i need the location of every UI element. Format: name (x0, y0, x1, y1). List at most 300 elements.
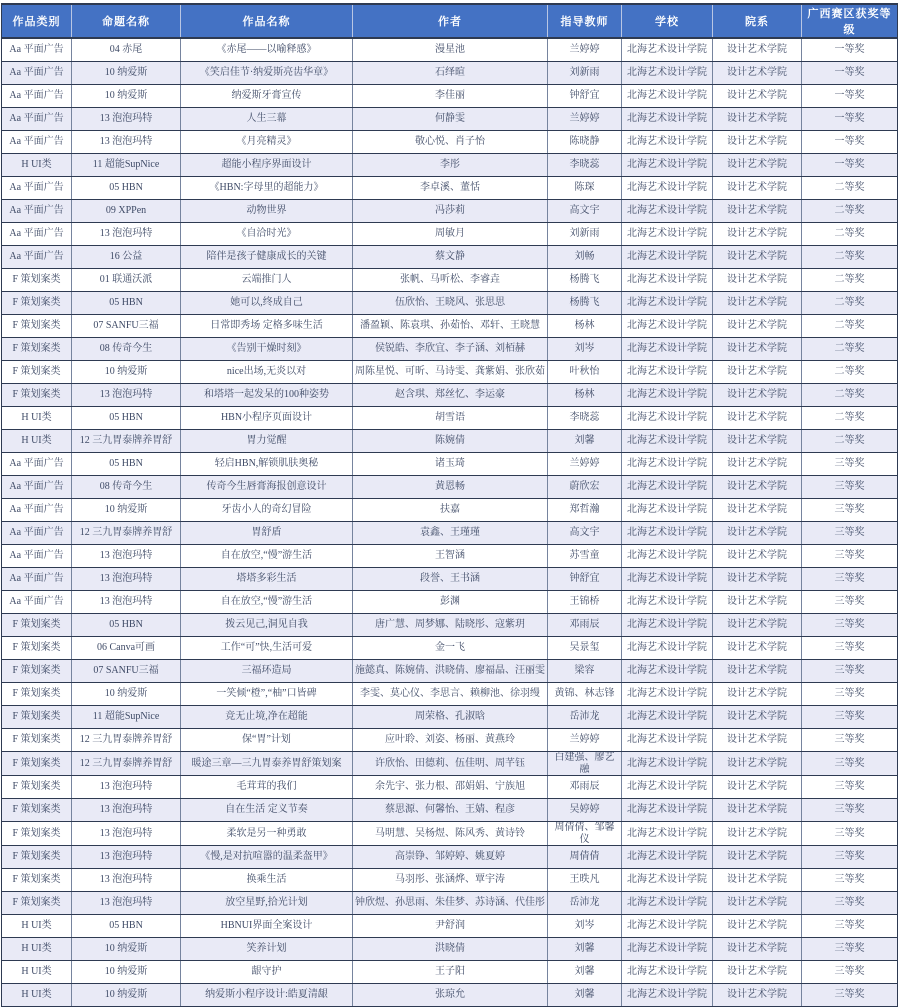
cell-advisor: 兰婷婷 (548, 38, 622, 62)
table-row (2, 938, 898, 961)
cell-work-title: 《告别干燥时刻》 (181, 338, 353, 361)
cell-department: 设计艺术学院 (713, 384, 802, 407)
table-body (2, 38, 898, 1007)
cell-work-title: 竞无止境,净在超能 (181, 706, 353, 729)
cell-category: F 策划案类 (2, 752, 72, 776)
cell-proposition-name: 09 XPPen (72, 200, 181, 223)
cell-school: 北海艺术设计学院 (622, 846, 713, 869)
cell-advisor: 吴景玺 (548, 637, 622, 660)
cell-school: 北海艺术设计学院 (622, 729, 713, 752)
cell-school: 北海艺术设计学院 (622, 108, 713, 131)
cell-authors: 李彤 (353, 154, 548, 177)
table-row (2, 822, 898, 846)
table-header-row (2, 4, 898, 38)
cell-proposition-name: 10 纳爱斯 (72, 62, 181, 85)
cell-award-level: 三等奖 (802, 637, 898, 660)
cell-advisor: 兰婷婷 (548, 108, 622, 131)
cell-award-level: 一等奖 (802, 108, 898, 131)
table-row (2, 776, 898, 799)
cell-work-title: 换乘生活 (181, 869, 353, 892)
cell-authors: 张琼允 (353, 984, 548, 1007)
cell-work-title: 龈守护 (181, 961, 353, 984)
cell-advisor: 叶秋怡 (548, 361, 622, 384)
cell-work-title: 动物世界 (181, 200, 353, 223)
cell-authors: 李雯、莫心仪、李思言、赖柳池、徐羽缦 (353, 683, 548, 706)
cell-advisor: 李晓蕊 (548, 154, 622, 177)
cell-award-level: 三等奖 (802, 869, 898, 892)
cell-authors: 潘盈颖、陈袁琪、孙茹怡、邓轩、王晓慧 (353, 315, 548, 338)
table-row (2, 568, 898, 591)
cell-advisor: 杨林 (548, 384, 622, 407)
cell-award-level: 一等奖 (802, 131, 898, 154)
cell-authors: 彭渊 (353, 591, 548, 614)
cell-award-level: 三等奖 (802, 752, 898, 776)
cell-category: H UI类 (2, 915, 72, 938)
cell-department: 设计艺术学院 (713, 545, 802, 568)
cell-advisor: 邓雨辰 (548, 776, 622, 799)
cell-department: 设计艺术学院 (713, 915, 802, 938)
table-row (2, 338, 898, 361)
cell-department: 设计艺术学院 (713, 131, 802, 154)
cell-authors: 冯莎莉 (353, 200, 548, 223)
cell-department: 设计艺术学院 (713, 938, 802, 961)
table-row (2, 499, 898, 522)
cell-work-title: 拨云见己,洞见自我 (181, 614, 353, 637)
table-row (2, 269, 898, 292)
cell-advisor: 兰婷婷 (548, 453, 622, 476)
cell-school: 北海艺术设计学院 (622, 522, 713, 545)
cell-category: F 策划案类 (2, 384, 72, 407)
cell-advisor: 钟舒宜 (548, 85, 622, 108)
table-row (2, 108, 898, 131)
cell-award-level: 三等奖 (802, 938, 898, 961)
cell-advisor: 梁容 (548, 660, 622, 683)
cell-school: 北海艺术设计学院 (622, 200, 713, 223)
cell-authors: 蔡思源、何馨怡、王婧、程彦 (353, 799, 548, 822)
cell-department: 设计艺术学院 (713, 614, 802, 637)
cell-department: 设计艺术学院 (713, 269, 802, 292)
cell-category: H UI类 (2, 938, 72, 961)
cell-department: 设计艺术学院 (713, 62, 802, 85)
table-row (2, 522, 898, 545)
cell-category: F 策划案类 (2, 799, 72, 822)
cell-authors: 周陈星悦、可昕、马诗雯、龚紫娟、张欣茹 (353, 361, 548, 384)
cell-proposition-name: 13 泡泡玛特 (72, 892, 181, 915)
cell-advisor: 刘馨 (548, 984, 622, 1007)
cell-category: H UI类 (2, 961, 72, 984)
cell-department: 设计艺术学院 (713, 338, 802, 361)
table-row (2, 591, 898, 614)
cell-proposition-name: 12 三九胃泰牌养胃舒 (72, 430, 181, 453)
cell-proposition-name: 13 泡泡玛特 (72, 384, 181, 407)
cell-work-title: 暖途三章—三九胃泰养胃舒策划案 (181, 752, 353, 776)
table-row (2, 62, 898, 85)
cell-proposition-name: 13 泡泡玛特 (72, 776, 181, 799)
table-row (2, 614, 898, 637)
cell-authors: 王子阳 (353, 961, 548, 984)
cell-school: 北海艺术设计学院 (622, 430, 713, 453)
table-row (2, 799, 898, 822)
table-row (2, 915, 898, 938)
cell-work-title: 柔软是另一种勇敢 (181, 822, 353, 846)
cell-category: H UI类 (2, 154, 72, 177)
cell-category: F 策划案类 (2, 729, 72, 752)
cell-school: 北海艺术设计学院 (622, 869, 713, 892)
cell-work-title: 《慢,是对抗喧嚣的温柔盔甲》 (181, 846, 353, 869)
cell-category: Aa 平面广告 (2, 522, 72, 545)
cell-department: 设计艺术学院 (713, 315, 802, 338)
cell-advisor: 李晓蕊 (548, 407, 622, 430)
table-row (2, 961, 898, 984)
cell-advisor: 刘新雨 (548, 223, 622, 246)
cell-work-title: 日常即秀场 定格多味生活 (181, 315, 353, 338)
cell-category: Aa 平面广告 (2, 38, 72, 62)
cell-school: 北海艺术设计学院 (622, 961, 713, 984)
cell-authors: 诸玉琦 (353, 453, 548, 476)
cell-advisor: 刘岑 (548, 915, 622, 938)
cell-department: 设计艺术学院 (713, 522, 802, 545)
cell-proposition-name: 01 联通沃派 (72, 269, 181, 292)
cell-proposition-name: 13 泡泡玛特 (72, 545, 181, 568)
cell-school: 北海艺术设计学院 (622, 499, 713, 522)
cell-category: F 策划案类 (2, 822, 72, 846)
cell-proposition-name: 11 超能SupNice (72, 154, 181, 177)
cell-work-title: 放空星野,拾光计划 (181, 892, 353, 915)
cell-school: 北海艺术设计学院 (622, 407, 713, 430)
cell-category: H UI类 (2, 407, 72, 430)
cell-work-title: 轻启HBN,解锁肌肤奥秘 (181, 453, 353, 476)
table-row (2, 177, 898, 200)
cell-category: H UI类 (2, 984, 72, 1007)
cell-category: Aa 平面广告 (2, 108, 72, 131)
cell-work-title: 毛茸茸的我们 (181, 776, 353, 799)
cell-proposition-name: 06 Canva可画 (72, 637, 181, 660)
cell-work-title: 云端推门人 (181, 269, 353, 292)
cell-advisor: 杨腾飞 (548, 269, 622, 292)
cell-work-title: HBNUI界面全案设计 (181, 915, 353, 938)
cell-proposition-name: 08 传奇今生 (72, 476, 181, 499)
cell-department: 设计艺术学院 (713, 637, 802, 660)
cell-department: 设计艺术学院 (713, 869, 802, 892)
cell-award-level: 二等奖 (802, 315, 898, 338)
cell-department: 设计艺术学院 (713, 729, 802, 752)
table-row (2, 361, 898, 384)
cell-award-level: 三等奖 (802, 591, 898, 614)
cell-school: 北海艺术设计学院 (622, 453, 713, 476)
cell-advisor: 刘新雨 (548, 62, 622, 85)
cell-category: Aa 平面广告 (2, 476, 72, 499)
cell-authors: 黄恩畅 (353, 476, 548, 499)
cell-school: 北海艺术设计学院 (622, 545, 713, 568)
cell-proposition-name: 13 泡泡玛特 (72, 108, 181, 131)
cell-proposition-name: 16 公益 (72, 246, 181, 269)
cell-authors: 漫星池 (353, 38, 548, 62)
cell-proposition-name: 13 泡泡玛特 (72, 591, 181, 614)
cell-award-level: 三等奖 (802, 799, 898, 822)
cell-school: 北海艺术设计学院 (622, 660, 713, 683)
cell-authors: 李佳丽 (353, 85, 548, 108)
cell-work-title: 牙齿小人的奇幻冒险 (181, 499, 353, 522)
cell-department: 设计艺术学院 (713, 961, 802, 984)
cell-authors: 钟欣煜、孙思雨、朱佳梦、苏诗涵、代佳彤 (353, 892, 548, 915)
cell-authors: 许欣怡、田德莉、伍佳明、周芊钰 (353, 752, 548, 776)
cell-work-title: 超能小程序界面设计 (181, 154, 353, 177)
cell-school: 北海艺术设计学院 (622, 892, 713, 915)
cell-school: 北海艺术设计学院 (622, 38, 713, 62)
cell-work-title: 《笑启佳节·纳爱斯亮齿华章》 (181, 62, 353, 85)
cell-department: 设计艺术学院 (713, 223, 802, 246)
cell-proposition-name: 04 赤尾 (72, 38, 181, 62)
cell-department: 设计艺术学院 (713, 568, 802, 591)
cell-category: F 策划案类 (2, 269, 72, 292)
cell-advisor: 杨林 (548, 315, 622, 338)
cell-authors: 何静雯 (353, 108, 548, 131)
cell-advisor: 刘馨 (548, 961, 622, 984)
cell-authors: 石绎暄 (353, 62, 548, 85)
cell-advisor: 高文宇 (548, 200, 622, 223)
cell-school: 北海艺术设计学院 (622, 476, 713, 499)
cell-school: 北海艺术设计学院 (622, 315, 713, 338)
cell-work-title: 《月亮精灵》 (181, 131, 353, 154)
cell-advisor: 高文宇 (548, 522, 622, 545)
cell-proposition-name: 10 纳爱斯 (72, 984, 181, 1007)
cell-award-level: 二等奖 (802, 430, 898, 453)
cell-award-level: 一等奖 (802, 38, 898, 62)
cell-advisor: 兰婷婷 (548, 729, 622, 752)
cell-award-level: 二等奖 (802, 361, 898, 384)
cell-work-title: 塔塔多彩生活 (181, 568, 353, 591)
cell-authors: 余先宇、张力根、邵娟娟、宁族旭 (353, 776, 548, 799)
cell-work-title: 和塔塔一起发呆的100种姿势 (181, 384, 353, 407)
cell-authors: 扶嘉 (353, 499, 548, 522)
cell-department: 设计艺术学院 (713, 430, 802, 453)
cell-category: F 策划案类 (2, 292, 72, 315)
cell-proposition-name: 05 HBN (72, 177, 181, 200)
cell-proposition-name: 13 泡泡玛特 (72, 131, 181, 154)
cell-authors: 周荣格、孔淑晗 (353, 706, 548, 729)
cell-proposition-name: 07 SANFU三福 (72, 660, 181, 683)
cell-advisor: 钟舒宜 (548, 568, 622, 591)
cell-advisor: 吴婷婷 (548, 799, 622, 822)
column-header-school: 学校 (622, 4, 713, 38)
table-row (2, 984, 898, 1007)
cell-authors: 尹舒润 (353, 915, 548, 938)
cell-department: 设计艺术学院 (713, 85, 802, 108)
cell-award-level: 二等奖 (802, 338, 898, 361)
cell-authors: 周敏月 (353, 223, 548, 246)
cell-proposition-name: 10 纳爱斯 (72, 361, 181, 384)
cell-proposition-name: 10 纳爱斯 (72, 961, 181, 984)
cell-authors: 马羽彤、张涵烨、覃宇涛 (353, 869, 548, 892)
cell-authors: 高崇铮、邹婷婷、姚夏婷 (353, 846, 548, 869)
cell-award-level: 三等奖 (802, 660, 898, 683)
cell-work-title: 《HBN:字母里的超能力》 (181, 177, 353, 200)
cell-proposition-name: 12 三九胃泰牌养胃舒 (72, 752, 181, 776)
cell-advisor: 刘馨 (548, 430, 622, 453)
cell-work-title: 陪伴是孩子健康成长的关键 (181, 246, 353, 269)
table-row (2, 752, 898, 776)
cell-department: 设计艺术学院 (713, 476, 802, 499)
cell-proposition-name: 13 泡泡玛特 (72, 799, 181, 822)
cell-category: F 策划案类 (2, 637, 72, 660)
column-header-department: 院系 (713, 4, 802, 38)
cell-authors: 唐广慧、周梦娜、陆晓彤、寇紫玥 (353, 614, 548, 637)
cell-category: Aa 平面广告 (2, 85, 72, 108)
table-row (2, 246, 898, 269)
table-row (2, 729, 898, 752)
cell-work-title: 一笑倾“橙”,“柚”口皆碑 (181, 683, 353, 706)
cell-school: 北海艺术设计学院 (622, 938, 713, 961)
cell-authors: 李卓溪、董恬 (353, 177, 548, 200)
cell-award-level: 二等奖 (802, 177, 898, 200)
cell-department: 设计艺术学院 (713, 683, 802, 706)
cell-department: 设计艺术学院 (713, 361, 802, 384)
cell-advisor: 刘岑 (548, 338, 622, 361)
cell-authors: 金一飞 (353, 637, 548, 660)
cell-department: 设计艺术学院 (713, 892, 802, 915)
cell-department: 设计艺术学院 (713, 776, 802, 799)
cell-department: 设计艺术学院 (713, 292, 802, 315)
cell-department: 设计艺术学院 (713, 499, 802, 522)
cell-school: 北海艺术设计学院 (622, 223, 713, 246)
cell-school: 北海艺术设计学院 (622, 984, 713, 1007)
cell-proposition-name: 05 HBN (72, 292, 181, 315)
cell-department: 设计艺术学院 (713, 453, 802, 476)
cell-work-title: 胃舒盾 (181, 522, 353, 545)
cell-department: 设计艺术学院 (713, 752, 802, 776)
cell-advisor: 蔚欣宏 (548, 476, 622, 499)
cell-category: Aa 平面广告 (2, 453, 72, 476)
cell-school: 北海艺术设计学院 (622, 683, 713, 706)
cell-category: Aa 平面广告 (2, 177, 72, 200)
column-header-proposition-name: 命题名称 (72, 4, 181, 38)
cell-award-level: 三等奖 (802, 476, 898, 499)
cell-award-level: 二等奖 (802, 200, 898, 223)
table-row (2, 869, 898, 892)
column-header-advisor: 指导教师 (548, 4, 622, 38)
table-row (2, 706, 898, 729)
cell-award-level: 二等奖 (802, 223, 898, 246)
table-row (2, 637, 898, 660)
cell-work-title: 人生三幕 (181, 108, 353, 131)
cell-category: F 策划案类 (2, 660, 72, 683)
cell-advisor: 黄锦、林志锋 (548, 683, 622, 706)
cell-school: 北海艺术设计学院 (622, 246, 713, 269)
cell-advisor: 周倩倩 (548, 846, 622, 869)
cell-authors: 蔡文静 (353, 246, 548, 269)
cell-advisor: 白建强、廖艺融 (548, 752, 622, 776)
cell-authors: 陈婉倩 (353, 430, 548, 453)
cell-work-title: HBN小程序页面设计 (181, 407, 353, 430)
cell-award-level: 二等奖 (802, 269, 898, 292)
column-header-authors: 作者 (353, 4, 548, 38)
cell-proposition-name: 08 传奇今生 (72, 338, 181, 361)
table-row (2, 453, 898, 476)
cell-category: H UI类 (2, 430, 72, 453)
cell-work-title: 工作“可”快,生活可爱 (181, 637, 353, 660)
cell-proposition-name: 12 三九胃泰牌养胃舒 (72, 729, 181, 752)
table-row (2, 407, 898, 430)
cell-proposition-name: 13 泡泡玛特 (72, 822, 181, 846)
cell-work-title: 《自洽时光》 (181, 223, 353, 246)
cell-department: 设计艺术学院 (713, 177, 802, 200)
cell-work-title: 纳爱斯小程序设计:皓夏清龈 (181, 984, 353, 1007)
cell-authors: 张帆、马听松、李睿垚 (353, 269, 548, 292)
table-row (2, 683, 898, 706)
cell-category: F 策划案类 (2, 614, 72, 637)
cell-authors: 袁鑫、王瑾瑾 (353, 522, 548, 545)
table-row (2, 223, 898, 246)
cell-award-level: 二等奖 (802, 246, 898, 269)
cell-advisor: 周倩倩、邹馨仪 (548, 822, 622, 846)
cell-advisor: 刘馨 (548, 938, 622, 961)
cell-proposition-name: 05 HBN (72, 453, 181, 476)
cell-school: 北海艺术设计学院 (622, 614, 713, 637)
cell-department: 设计艺术学院 (713, 108, 802, 131)
cell-school: 北海艺术设计学院 (622, 85, 713, 108)
cell-school: 北海艺术设计学院 (622, 752, 713, 776)
cell-category: Aa 平面广告 (2, 62, 72, 85)
cell-school: 北海艺术设计学院 (622, 361, 713, 384)
cell-department: 设计艺术学院 (713, 660, 802, 683)
cell-category: Aa 平面广告 (2, 568, 72, 591)
cell-school: 北海艺术设计学院 (622, 292, 713, 315)
cell-work-title: 保“胃”计划 (181, 729, 353, 752)
cell-advisor: 王昳凡 (548, 869, 622, 892)
cell-award-level: 三等奖 (802, 822, 898, 846)
cell-award-level: 三等奖 (802, 915, 898, 938)
cell-award-level: 三等奖 (802, 961, 898, 984)
cell-work-title: 传奇今生唇膏海报创意设计 (181, 476, 353, 499)
table-row (2, 545, 898, 568)
cell-department: 设计艺术学院 (713, 846, 802, 869)
cell-category: Aa 平面广告 (2, 223, 72, 246)
cell-department: 设计艺术学院 (713, 984, 802, 1007)
cell-proposition-name: 05 HBN (72, 614, 181, 637)
cell-proposition-name: 12 三九胃泰牌养胃舒 (72, 522, 181, 545)
cell-authors: 应叶聆、刘姿、杨丽、黄燕玲 (353, 729, 548, 752)
cell-school: 北海艺术设计学院 (622, 822, 713, 846)
table-row (2, 85, 898, 108)
column-header-award-level: 广西赛区获奖等级 (802, 4, 898, 38)
cell-department: 设计艺术学院 (713, 407, 802, 430)
cell-award-level: 一等奖 (802, 85, 898, 108)
cell-school: 北海艺术设计学院 (622, 637, 713, 660)
cell-authors: 洪晓倩 (353, 938, 548, 961)
cell-school: 北海艺术设计学院 (622, 269, 713, 292)
table-row (2, 315, 898, 338)
cell-school: 北海艺术设计学院 (622, 62, 713, 85)
cell-department: 设计艺术学院 (713, 38, 802, 62)
table-row (2, 846, 898, 869)
cell-advisor: 刘畅 (548, 246, 622, 269)
cell-work-title: 三福环造局 (181, 660, 353, 683)
cell-authors: 王智涵 (353, 545, 548, 568)
cell-school: 北海艺术设计学院 (622, 177, 713, 200)
cell-proposition-name: 13 泡泡玛特 (72, 223, 181, 246)
cell-authors: 施懿真、陈婉倩、洪晓倩、廖福晶、汪丽雯 (353, 660, 548, 683)
cell-school: 北海艺术设计学院 (622, 706, 713, 729)
table-row (2, 38, 898, 62)
cell-advisor: 杨腾飞 (548, 292, 622, 315)
cell-category: F 策划案类 (2, 683, 72, 706)
awards-table (1, 3, 898, 1007)
cell-proposition-name: 10 纳爱斯 (72, 499, 181, 522)
cell-award-level: 一等奖 (802, 154, 898, 177)
cell-award-level: 一等奖 (802, 62, 898, 85)
cell-category: Aa 平面广告 (2, 246, 72, 269)
cell-category: F 策划案类 (2, 776, 72, 799)
